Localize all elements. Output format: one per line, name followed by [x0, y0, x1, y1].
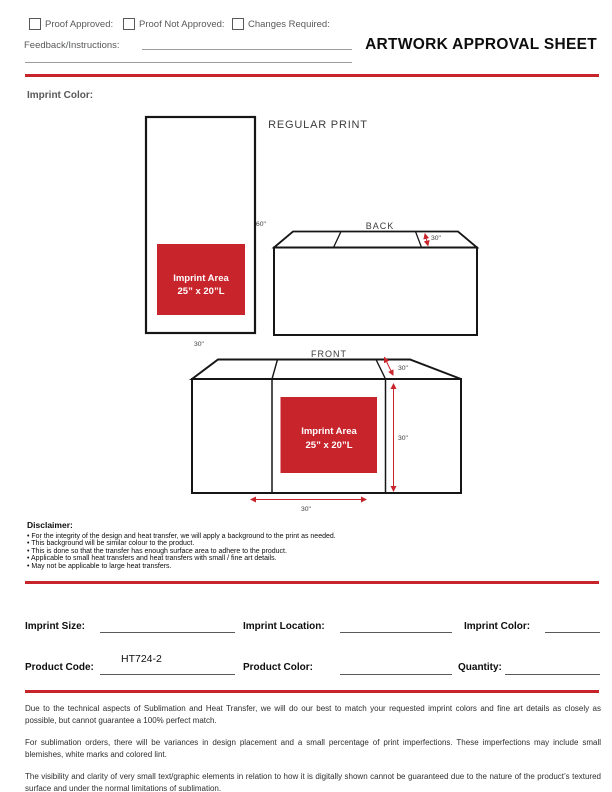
- disclaimer-heading: Disclaimer:: [27, 520, 73, 530]
- disclaimer-bullet: • For the integrity of the design and heat transfer, we will apply a background to the print as needed.: [27, 533, 497, 540]
- back-label: BACK: [365, 221, 395, 231]
- imprint-color-input-line[interactable]: [545, 632, 600, 633]
- proof-approved-label: Proof Approved:: [45, 18, 114, 30]
- product-code-label: Product Code:: [25, 662, 94, 673]
- disclaimer-bullet: • Applicable to small heat transfers and heat transfers with small / fine art details.: [27, 555, 497, 562]
- flat-imprint-line1: Imprint Area: [173, 273, 229, 284]
- disclaimer-section: [27, 520, 497, 570]
- imprint-location-label: Imprint Location:: [243, 621, 325, 632]
- back-view: [274, 221, 477, 335]
- quantity-label: Quantity:: [458, 662, 502, 673]
- proof-not-approved-label: Proof Not Approved:: [139, 18, 225, 30]
- changes-required-label: Changes Required:: [248, 18, 330, 30]
- flat-print-panel: [146, 117, 267, 348]
- disclaimer-bullet: • This background will be similar colour to the product.: [27, 540, 497, 547]
- imprint-location-input-line[interactable]: [340, 632, 452, 633]
- back-top-flap: [274, 232, 477, 248]
- terms-paragraph: For sublimation orders, there will be variances in design placement and a small percentage of print imperfections. These imperfections may include small blemishes, white marks and colored lint.: [25, 738, 601, 759]
- feedback-instructions-label: Feedback/Instructions:: [24, 40, 120, 51]
- back-body: [274, 248, 477, 336]
- product-color-label: Product Color:: [243, 662, 313, 673]
- front-imprint-line1: Imprint Area: [301, 426, 357, 437]
- product-code-input-line[interactable]: [100, 674, 235, 675]
- terms-section: [25, 703, 601, 792]
- front-width-dim: 30": [301, 506, 311, 513]
- front-height-dim: 30": [398, 435, 408, 442]
- back-flap-dim: 30": [431, 235, 441, 242]
- terms-paragraph: Due to the technical aspects of Sublimation and Heat Transfer, we will do our best to match your requested imprint colors and fine art details as closely as possible, but cannot guarantee a 100% perfect match.: [25, 704, 601, 725]
- page-title: ARTWORK APPROVAL SHEET: [365, 36, 597, 53]
- imprint-size-input-line[interactable]: [100, 632, 235, 633]
- imprint-color-field-label: Imprint Color:: [464, 621, 531, 632]
- front-flap-dim: 30": [398, 365, 408, 372]
- flat-imprint-line2: 25” x 20”L: [177, 286, 225, 297]
- regular-print-heading: REGULAR PRINT: [268, 119, 368, 131]
- quantity-input-line[interactable]: [505, 674, 600, 675]
- front-imprint-line2: 25” x 20”L: [305, 440, 353, 451]
- imprint-color-section-label: Imprint Color:: [27, 90, 94, 101]
- front-label: FRONT: [311, 349, 347, 359]
- disclaimer-bullet: • This is done so that the transfer has enough surface area to adhere to the product.: [27, 548, 497, 555]
- imprint-size-label: Imprint Size:: [25, 621, 86, 632]
- front-top-flap: [192, 360, 461, 380]
- product-code-value: HT724-2: [121, 653, 162, 665]
- flat-width-dim: 30": [194, 341, 204, 348]
- disclaimer-divider: [25, 581, 599, 584]
- flat-height-dim: 60": [256, 221, 266, 228]
- front-view: [192, 349, 461, 513]
- form-divider: [25, 690, 599, 693]
- disclaimer-bullet: • May not be applicable to large heat transfers.: [27, 563, 497, 570]
- terms-paragraph: The visibility and clarity of very small text/graphic elements in relation to how it is digitally shown cannot be guaranteed due to the nature of the product’s textured surface and under the normal limitations of sublimation.: [25, 772, 601, 792]
- product-color-input-line[interactable]: [340, 674, 452, 675]
